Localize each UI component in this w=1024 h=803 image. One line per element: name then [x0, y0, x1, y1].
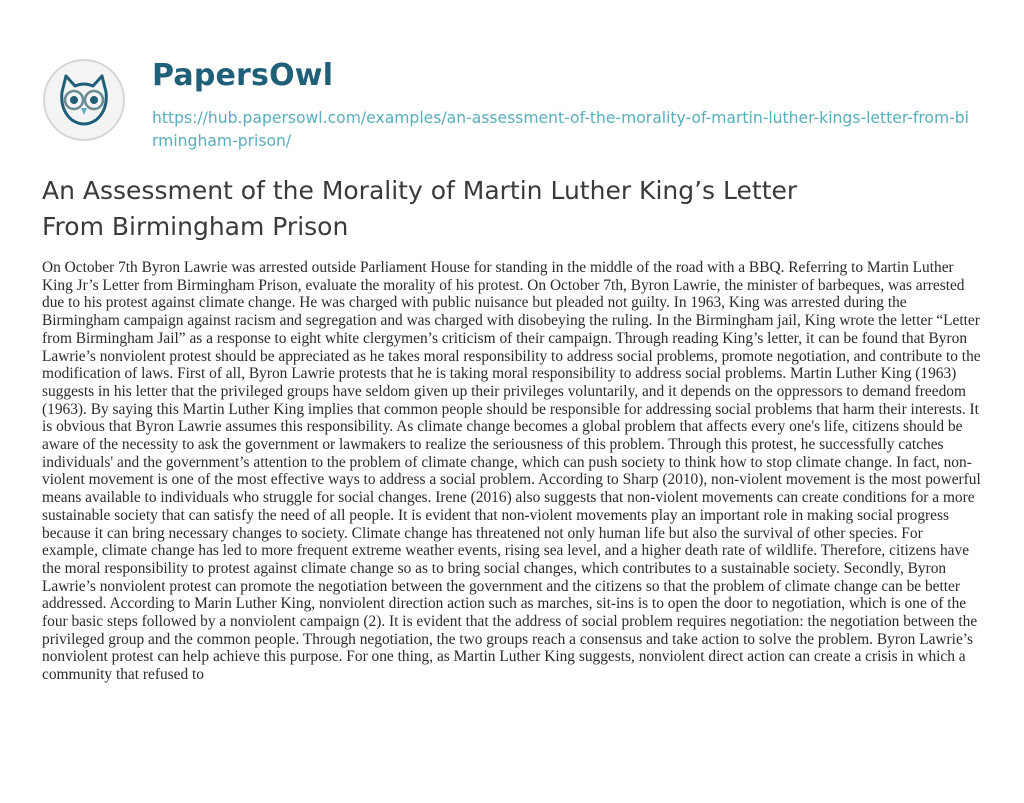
document-title: An Assessment of the Morality of Martin Luther King’s Letter From Birmingham Prison [42, 176, 798, 241]
brand-name[interactable]: PapersOwl [152, 58, 334, 93]
site-header [42, 58, 992, 158]
source-url-link[interactable]: https://hub.papersowl.com/examples/an-assessment-of-the-morality-of-martin-luther-kings-letter-from-birmingham-prison/ [152, 109, 970, 150]
owl-logo-icon [42, 58, 126, 142]
document-body: On October 7th Byron Lawrie was arrested outside Parliament House for standing in the middle of the road with a BBQ. Referring to Martin Luther King Jr’s Letter from Birmingham Prison, evaluate the morality of his protest. On October 7th, Byron Lawrie, the minister of barbeques, was arrested due to his protest against climate change. He was charged with public nuisance but pleaded not guilty. In 1963, King was arrested during the Birmingham campaign against racism and segregation and was charged with disobeying the ruling. In the Birmingham jail, King wrote the letter “Letter from Birmingham Jail” as a response to eight white clergymen’s criticism of their campaign. Through reading King’s letter, it can be found that Byron Lawrie’s nonviolent protest should be appreciated as he takes moral responsibility to address social problems, promote negotiation, and contribute to the modification of laws. First of all, Byron Lawrie protests that he is taking moral responsibility to address social problems. Martin Luther King (1963) suggests in his letter that the privileged groups have seldom given up their privileges voluntarily, and it depends on the oppressors to demand freedom (1963). By saying this Martin Luther King implies that common people should be responsible for addressing social problems that harm their interests. It is obvious that Byron Lawrie assumes this responsibility. As climate change becomes a global problem that affects every one's life, citizens should be aware of the necessity to ask the government or lawmakers to realize the seriousness of this problem. Through this protest, he successfully catches individuals' and the government’s attention to the problem of climate change, which can push society to think how to stop climate change. In fact, non-violent movement is one of the most effective ways to address a social problem. According to Sharp (2010), non-violent movement is the most powerful means available to individuals who struggle for social changes. Irene (2016) also suggests that non-violent movements can create conditions for a more sustainable society that can satisfy the need of all people. It is evident that non-violent movements play an important role in making social progress because it can bring necessary changes to society. Climate change has threatened not only human life but also the survival of other species. For example, climate change has led to more frequent extreme weather events, rising sea level, and a higher death rate of wildlife. Therefore, citizens have the moral responsibility to protest against climate change so as to bring social changes, which contributes to a sustainable society. Secondly, Byron Lawrie’s nonviolent protest can promote the negotiation between the government and the citizens so that the problem of climate change can be better addressed. According to Marin Luther King, nonviolent direction action such as marches, sit-ins is to open the door to negotiation, which is one of the four basic steps followed by a nonviolent campaign (2). It is evident that the address of social problem requires negotiation: the negotiation between the privileged group and the common people. Through negotiation, the two groups reach a consensus and take action to solve the problem. Byron Lawrie’s nonviolent protest can help achieve this purpose. For one thing, as Martin Luther King suggests, nonviolent direct action can create a crisis in which a community that refused to [42, 259, 981, 684]
